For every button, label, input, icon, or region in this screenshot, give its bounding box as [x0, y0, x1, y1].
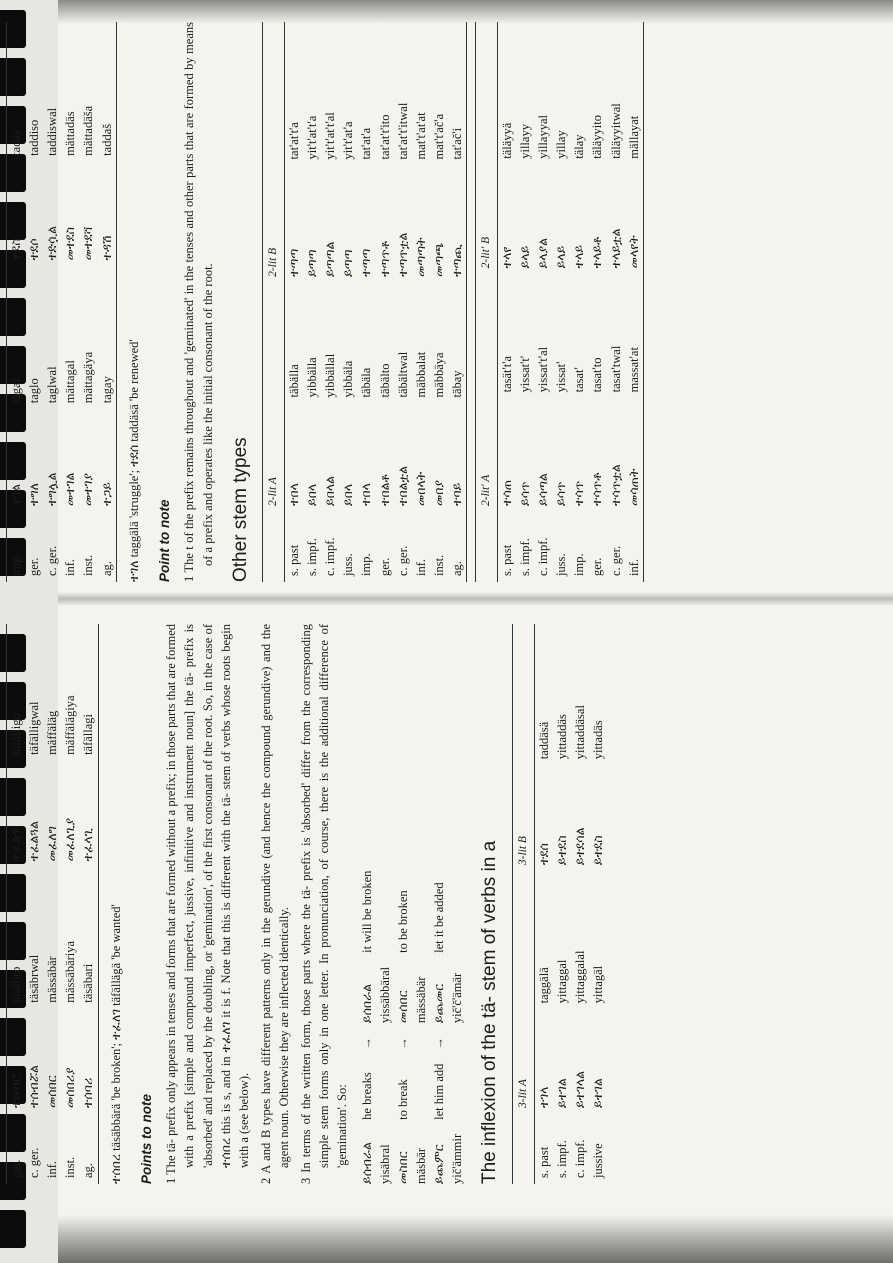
row-label: juss. — [554, 553, 569, 576]
ethiopic-form: መተደሻ — [81, 226, 96, 261]
transliteration: yittadäs — [590, 720, 605, 760]
column-header: 2-lit B — [263, 165, 285, 282]
ethiopic-form: ተሳጠ — [499, 479, 514, 506]
example-row — [394, 857, 430, 1184]
ethiopic-form: መሰበሪያ — [63, 1067, 78, 1108]
ethiopic-form: ይተደሳል — [572, 827, 587, 866]
table-row — [6, 22, 25, 582]
transliteration: täfällagi — [79, 624, 98, 761]
row-label: c. impf. — [323, 537, 338, 576]
row-label: ag. — [448, 512, 467, 582]
meaning: let him add — [432, 1063, 447, 1120]
row-label: c. ger. — [608, 545, 623, 576]
transliteration: mat't'ač'a — [431, 113, 446, 160]
gloss-line: ተሰበረ täsäbbärä 'be broken'; ተፈለገ täfällägä 'be wanted' — [108, 904, 123, 1184]
transliteration: mättadäša — [81, 105, 96, 156]
transliteration: yittaggal — [554, 959, 569, 1004]
table-row — [376, 22, 394, 582]
table-row — [61, 624, 79, 1184]
ethiopic-form: ተበላ — [359, 483, 374, 506]
transliteration: tat'at't'itwal — [395, 102, 410, 160]
ethiopic-form: ተደሰ — [536, 843, 551, 866]
transliteration: mäbbalat — [413, 351, 428, 398]
ethiopic-form: ይተደስ — [554, 835, 569, 866]
transliteration: taddaš — [98, 22, 117, 162]
conjugation-table — [475, 22, 644, 582]
transliteration: mässäbär — [45, 956, 60, 1003]
ethiopic-form: ተጣጣ — [286, 248, 301, 277]
ethiopic-form: ይሳጥ — [554, 481, 569, 506]
transliteration: mäffäläg — [45, 710, 60, 755]
ethiopic-form: ተሰባሪ — [79, 1009, 98, 1114]
transliteration: taglwal — [45, 366, 60, 404]
transliteration: yibbällal — [323, 353, 338, 398]
ethiopic-form: ተላይቷል — [608, 228, 623, 269]
transliteration: massat'at — [625, 274, 644, 398]
ethiopic-form: መተገያ — [81, 472, 96, 506]
ethiopic-form: ይጣጣ — [305, 249, 319, 277]
transliteration: tat'at't'ito — [377, 114, 392, 160]
arrow: → — [395, 1037, 410, 1050]
ethiopic-form: ተድሷል — [45, 225, 60, 261]
transliteration: mat't'at'at — [413, 112, 428, 160]
conjugation-table — [0, 624, 99, 1184]
transliteration: täbälto — [377, 363, 392, 398]
row-label: c. impf. — [572, 1139, 587, 1178]
transliteration: tasat'to — [590, 357, 605, 393]
ethiopic-text: መሰበር — [395, 990, 410, 1024]
ethiopic-form: መሰበር — [45, 1075, 60, 1108]
transliteration: täsäbari — [79, 867, 98, 1008]
column-header — [512, 1114, 534, 1184]
ethiopic-form: ተደሶ — [27, 238, 42, 261]
table-row — [607, 22, 625, 582]
ethiopic-form: ይተገል — [554, 1078, 569, 1108]
ethiopic-form: ይላይ — [517, 245, 532, 269]
ethiopic-form: ይጣጣ — [341, 249, 356, 277]
ethiopic-form: መፈለግ — [45, 826, 60, 862]
column-header: 3-lit A — [512, 1009, 534, 1114]
table-row — [357, 22, 375, 582]
column-header — [263, 512, 285, 582]
ethiopic-form: ይበላ — [341, 483, 356, 506]
table-row — [552, 22, 570, 582]
row-label: imp. — [359, 553, 374, 576]
transliteration: yissat't'al — [536, 346, 551, 393]
conjugation-table — [262, 22, 467, 582]
transliteration: tasat'twal — [608, 345, 623, 393]
transliteration: yittagäl — [590, 965, 605, 1004]
row-label: inf. — [625, 512, 644, 582]
row-label: s. impf. — [517, 538, 532, 576]
table-row — [43, 624, 61, 1184]
ethiopic-form: መላየት — [625, 165, 644, 275]
table-row — [43, 22, 61, 582]
ethiopic-text: መስበር — [395, 1151, 410, 1184]
ethiopic-form: ተጣጪ — [448, 165, 467, 282]
table-row — [98, 22, 117, 582]
table-row — [303, 22, 321, 582]
meaning: to break — [395, 1079, 410, 1120]
binding-hole — [0, 1210, 26, 1248]
table-row — [79, 22, 97, 582]
ethiopic-form: መጣጫ — [431, 242, 446, 277]
column-header — [476, 274, 498, 398]
ethiopic-form: ተሰብሮ — [8, 1074, 23, 1108]
transliteration: taggälä — [536, 967, 551, 1004]
table-row — [430, 22, 448, 582]
transliteration: yit't'at't'a — [305, 115, 319, 160]
ethiopic-form: ይላያል — [536, 237, 551, 269]
table-row — [534, 624, 553, 1184]
row-label: inst. — [63, 1156, 78, 1178]
ethiopic-form: ይተደስ — [590, 835, 605, 866]
transliteration: taglo — [27, 378, 42, 404]
column-header — [476, 512, 498, 582]
row-label: inf. — [45, 1160, 60, 1178]
row-label: jussive — [590, 1143, 605, 1178]
row-label: ger. — [8, 1159, 23, 1178]
column-header: 2-lit' B — [476, 165, 498, 275]
ethiopic-form: ተጣጥቶ — [377, 240, 392, 277]
table-row — [625, 22, 644, 582]
ethiopic-form: መበያ — [431, 479, 446, 506]
ethiopic-form: ተፈላጊ — [79, 761, 98, 867]
ethiopic-form: ተገላ — [536, 1086, 551, 1108]
transliteration: tasät't'a — [499, 355, 514, 393]
row-label: inst. — [81, 554, 96, 576]
transliteration: yibbälla — [305, 357, 319, 398]
ethiopic-form: ይተገላል — [572, 1070, 587, 1108]
table-row — [284, 22, 303, 582]
column-header — [512, 624, 534, 765]
meaning: let it be added — [432, 882, 447, 953]
transliteration: yibbäla — [341, 360, 356, 398]
transliteration: yič'č'ämär — [450, 972, 465, 1024]
row-label: s. impf. — [554, 1140, 569, 1178]
ethiopic-form: መተደስ — [63, 227, 78, 261]
ethiopic-form: ይተገል — [590, 1078, 605, 1108]
page-269 — [0, 22, 776, 582]
table-row — [534, 22, 552, 582]
ethiopic-form: ተላይቶ — [590, 236, 605, 269]
ethiopic-form: ተበላ — [286, 483, 301, 506]
table-row — [516, 22, 534, 582]
transliteration: taddiswal — [45, 107, 60, 156]
transliteration: mäffälägiya — [63, 695, 78, 755]
ethiopic-form: ተጣጥቷል — [395, 232, 410, 277]
ethiopic-form: ተጋይ — [98, 409, 117, 512]
row-label: inf. — [413, 558, 428, 576]
table-row — [497, 22, 516, 582]
table-row — [553, 624, 571, 1184]
ethiopic-form: ይላይ — [554, 245, 569, 269]
transliteration: taddäsä — [536, 721, 551, 760]
transliteration: täfälligo — [8, 713, 23, 755]
row-label: ag. — [98, 512, 117, 582]
note-paragraph: 2 A and B types have different patterns only in the gerundive (and hence the compound gerundive) and the agent noun. Otherwise they are inflected identically. — [258, 624, 292, 1184]
ethiopic-form: ተደስ — [8, 238, 23, 261]
row-label: c. ger. — [395, 545, 410, 576]
ethiopic-form: ተሳጥቶ — [590, 472, 605, 506]
transliteration: yič'ämmir — [450, 1133, 465, 1184]
section-heading: Other stem types — [229, 437, 251, 582]
ethiopic-form — [394, 1120, 430, 1184]
transliteration: mäsbär — [413, 1147, 428, 1184]
transliteration: mättadäs — [63, 111, 78, 156]
column-header — [512, 871, 534, 1009]
meaning: he breaks — [359, 1072, 374, 1120]
ethiopic-form: ተፈልጎ — [8, 829, 23, 862]
table-row — [6, 624, 25, 1184]
table-row — [25, 624, 43, 1184]
transliteration: mättagäya — [81, 351, 96, 404]
table-row — [571, 624, 589, 1184]
table-row — [321, 22, 339, 582]
ethiopic-text: ይጨምር — [432, 1144, 447, 1184]
column-header: 2-lit' A — [476, 398, 498, 512]
ethiopic-form: ተጣጣ — [359, 248, 374, 277]
ethiopic-form: መጣጣት — [413, 237, 428, 277]
row-label: s. past — [499, 544, 514, 576]
transliteration: yillay — [554, 130, 569, 159]
section-subheading: Point to note — [156, 499, 172, 582]
row-label: ger. — [27, 557, 42, 576]
ethiopic-form: ተግሏል — [45, 472, 60, 506]
ethiopic-form: ተገል — [8, 483, 23, 506]
scan-shadow-bottom — [58, 1215, 893, 1263]
scan-shadow-top — [58, 0, 893, 24]
transliteration: yit't'at'a — [341, 121, 356, 160]
ethiopic-form: ተላየ — [499, 246, 514, 269]
section-subheading: Points to note — [138, 1094, 154, 1184]
transliteration: tat'ač'i — [448, 22, 467, 165]
transliteration: täläyyito — [590, 115, 605, 159]
transliteration: yit't'at't'al — [323, 112, 338, 160]
note-paragraph: 1 The tä- prefix only appears in tenses and forms that are formed without a prefix; in those parts that are formed with a prefix [simple and compound imperfect, jussive, infinitive and instrument noun] the tä- prefix is 'absorbed' and replaced by the doubling, or 'gemination', of the first consonant of the root. So, in the case of ተሰበረ this is s, and in ተፈለገ it is f. Note that this is different with the tä- stem of verbs whose roots begin with a (see below). — [164, 624, 251, 1184]
ethiopic-form: ይበላ — [305, 483, 319, 506]
transliteration: tasat' — [572, 367, 587, 393]
row-label: s. past — [536, 1146, 551, 1178]
ethiopic-form: ተበልቶ — [377, 474, 392, 506]
ethiopic-form: ይሳጣል — [536, 473, 551, 506]
row-label: imp. — [572, 553, 587, 576]
ethiopic-form: ተበልቷል — [395, 466, 410, 506]
page-fold — [58, 592, 893, 606]
ethiopic-form: ተፈልጓል — [27, 820, 42, 862]
transliteration: täläyyä — [499, 122, 514, 159]
ethiopic-form: ይሳጥ — [517, 481, 532, 506]
ethiopic-text: ይሰብራል — [359, 1142, 374, 1184]
row-label: ag. — [79, 1114, 98, 1184]
table-row — [570, 22, 588, 582]
transliteration: täbäla — [359, 367, 374, 398]
arrow: → — [432, 1037, 447, 1050]
transliteration: täsäbrwal — [27, 954, 42, 1003]
transliteration: mäbbäya — [431, 352, 446, 398]
transliteration: yillayy — [517, 124, 532, 159]
column-header — [263, 22, 285, 165]
ethiopic-form: ተግለ — [27, 482, 42, 506]
meaning: it will be broken — [359, 870, 374, 953]
ethiopic-form: ተሳጥ — [572, 480, 587, 506]
arrow: → — [359, 1037, 374, 1050]
table-row — [61, 22, 79, 582]
transliteration: täbälla — [286, 364, 301, 398]
example-row — [358, 857, 394, 1184]
conjugation-table — [0, 22, 117, 582]
ethiopic-text: ይጨመር — [432, 983, 447, 1024]
ethiopic-form: መበላት — [413, 471, 428, 506]
column-header — [476, 22, 498, 165]
row-label: inf. — [63, 558, 78, 576]
gloss-line: ተገለ taggälä 'struggle'; ተደሰ taddäsä 'be renewed' — [126, 339, 141, 582]
transliteration: tagay — [98, 266, 117, 409]
page-268 — [0, 624, 776, 1184]
ethiopic-text: ይሰበራል — [359, 983, 374, 1024]
transliteration: yisäbral — [377, 1144, 392, 1184]
ethiopic-form: መፈለጊያ — [63, 817, 78, 862]
ethiopic-form: ይበላል — [323, 475, 338, 506]
table-row — [412, 22, 430, 582]
row-label: s. past — [286, 544, 301, 576]
ethiopic-form: ተላይ — [572, 244, 587, 269]
transliteration: yittaddäs — [554, 714, 569, 760]
transliteration: tälay — [572, 134, 587, 159]
transliteration: mällayat — [625, 22, 644, 165]
meaning: to be broken — [395, 890, 410, 953]
ethiopic-form: መሳጠት — [625, 398, 644, 512]
transliteration: yittaddäsal — [572, 705, 587, 760]
transliteration: yittaggalal — [572, 950, 587, 1004]
row-label: ger. — [590, 557, 605, 576]
table-row — [448, 22, 467, 582]
section-heading: The inflexion of the tä- stem of verbs in a — [479, 840, 501, 1184]
transliteration: mässäbäriya — [63, 940, 78, 1003]
note-paragraph: 1 The t of the prefix remains throughout and 'geminated' in the tenses and other parts that are formed by means of a prefix and operates like the initial consonant of the root. — [182, 22, 215, 582]
ethiopic-form: ተዳሽ — [98, 162, 117, 267]
transliteration: tat'at'a — [359, 127, 374, 160]
transliteration: yissat't' — [517, 355, 532, 393]
transliteration: täsäbro — [8, 966, 23, 1003]
row-label: inst. — [431, 554, 446, 576]
ethiopic-form: ተሳጥቷል — [608, 464, 623, 506]
transliteration: täbay — [448, 283, 467, 404]
table-row — [339, 22, 357, 582]
table-row — [589, 624, 607, 1184]
row-label: imp. — [8, 553, 23, 576]
transliteration: yissäbbäral — [377, 966, 392, 1024]
ethiopic-form — [394, 953, 430, 1023]
transliteration: tat'at't'a — [286, 122, 301, 160]
note-paragraph: 3 In terms of the written form, those parts where the tä- prefix is 'absorbed' differ from the corresponding simple stem forms only in one letter. In pronunciation, of course, there is the additional difference of 'gemination'. So: — [299, 624, 350, 1184]
ethiopic-form — [358, 1120, 394, 1184]
transliteration: täbältwal — [395, 351, 410, 398]
transliteration: yissat' — [554, 361, 569, 393]
transliteration: mässäbär — [413, 976, 428, 1024]
transliteration: taddiso — [27, 119, 42, 156]
ethiopic-form: ተሰብሯል — [27, 1065, 42, 1108]
ethiopic-form — [430, 1120, 466, 1184]
ethiopic-form: ይጣጣል — [323, 241, 338, 277]
column-header: 2-lit A — [263, 404, 285, 512]
conjugation-table — [512, 624, 607, 1184]
row-label: c. ger. — [27, 1147, 42, 1178]
transliteration: täläyyitwal — [608, 103, 623, 159]
row-label: c. impf. — [536, 537, 551, 576]
row-label: c. ger. — [45, 545, 60, 576]
table-row — [25, 22, 43, 582]
row-label: ger. — [377, 557, 392, 576]
transliteration: yillayyal — [536, 115, 551, 159]
table-row — [394, 22, 412, 582]
row-label: s. impf. — [305, 538, 319, 576]
ethiopic-form — [358, 953, 394, 1023]
example-row — [430, 857, 466, 1184]
column-header — [263, 283, 285, 404]
ethiopic-form: ተባይ — [448, 404, 467, 512]
example-table — [358, 857, 467, 1184]
column-header: 3-lit B — [512, 765, 534, 871]
table-row — [588, 22, 606, 582]
ethiopic-form: መተገል — [63, 472, 78, 506]
ethiopic-form — [430, 953, 466, 1023]
table-row — [79, 624, 98, 1184]
transliteration: täfälligwal — [27, 701, 42, 755]
transliteration: mättagal — [63, 360, 78, 404]
transliteration: tägal — [8, 378, 23, 404]
transliteration: tadäs — [8, 130, 23, 156]
row-label: juss. — [341, 553, 356, 576]
